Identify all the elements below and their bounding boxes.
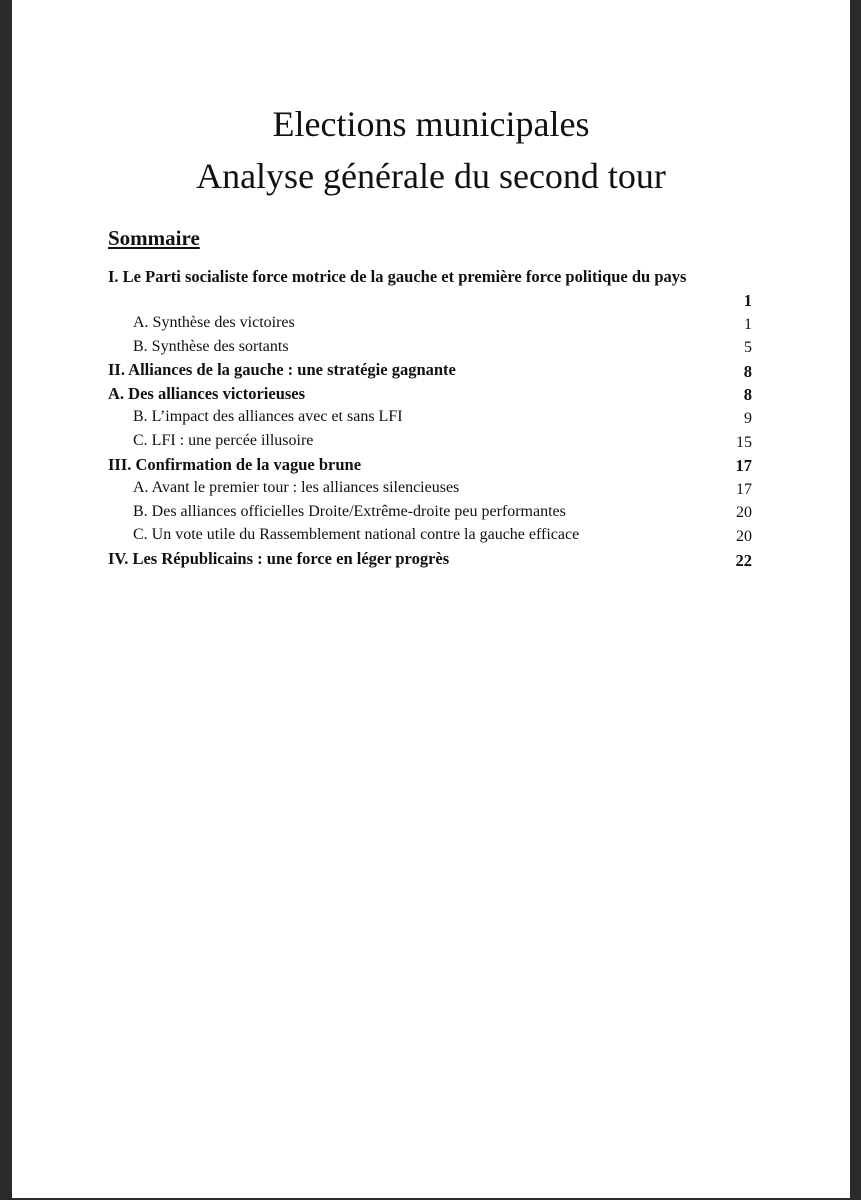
document-title-line-2: Analyse générale du second tour xyxy=(196,156,666,196)
toc-entry-label: B. Synthèse des sortants xyxy=(133,337,289,355)
document-title-line-1: Elections municipales xyxy=(272,104,590,144)
toc-entry-label: A. Avant le premier tour : les alliances silencieuses xyxy=(133,479,460,497)
toc-entry-label: C. Un vote utile du Rassemblement national contre la gauche efficace xyxy=(133,526,580,544)
toc-entry-page: 15 xyxy=(736,433,752,451)
toc-entry-label: A. Synthèse des victoires xyxy=(133,314,295,331)
toc-entry-label: B. Des alliances officielles Droite/Extrême-droite peu performantes xyxy=(133,502,566,520)
toc-entry[interactable] xyxy=(108,524,752,548)
toc-entry-page: 17 xyxy=(735,456,752,476)
toc-entry[interactable] xyxy=(108,430,752,454)
toc-entry[interactable] xyxy=(108,359,752,383)
toc-entry-page: 9 xyxy=(744,409,752,427)
toc-entry-label: II. Alliances de la gauche : une stratégie gagnante xyxy=(108,360,456,380)
toc-entry[interactable] xyxy=(108,548,752,572)
toc-entry[interactable] xyxy=(108,336,752,360)
toc-entry[interactable] xyxy=(108,501,752,525)
toc-entry-page: 22 xyxy=(735,550,752,570)
toc-entry-page: 8 xyxy=(743,361,752,381)
toc-entry-label: C. LFI : une percée illusoire xyxy=(133,431,314,449)
toc-entry-label: IV. Les Républicains : une force en léger progrès xyxy=(108,548,450,568)
toc-entry-label: I. Le Parti socialiste force motrice de la gauche et première force politique du pays xyxy=(108,267,687,286)
toc-entry[interactable] xyxy=(108,477,752,501)
toc-entry[interactable] xyxy=(108,266,752,312)
toc-heading: Sommaire xyxy=(108,226,200,250)
toc-entry-label: B. L’impact des alliances avec et sans LFI xyxy=(133,408,403,426)
toc-entry-page: 20 xyxy=(736,504,752,522)
toc-entry-page: 1 xyxy=(744,315,752,333)
toc-entry-label: III. Confirmation de la vague brune xyxy=(108,454,362,474)
toc-entry-page: 8 xyxy=(743,385,752,405)
toc-entry[interactable] xyxy=(108,312,752,336)
table-of-contents xyxy=(108,266,752,572)
toc-entry-page: 17 xyxy=(736,480,752,498)
toc-entry[interactable] xyxy=(108,454,752,478)
toc-entry-label: A. Des alliances victorieuses xyxy=(108,383,306,403)
toc-entry-page: 1 xyxy=(743,291,752,310)
toc-entry-page: 5 xyxy=(744,339,752,357)
document-page xyxy=(12,0,850,1198)
toc-entry[interactable] xyxy=(108,383,752,407)
toc-entry[interactable] xyxy=(108,406,752,430)
toc-entry-page: 20 xyxy=(736,527,752,545)
